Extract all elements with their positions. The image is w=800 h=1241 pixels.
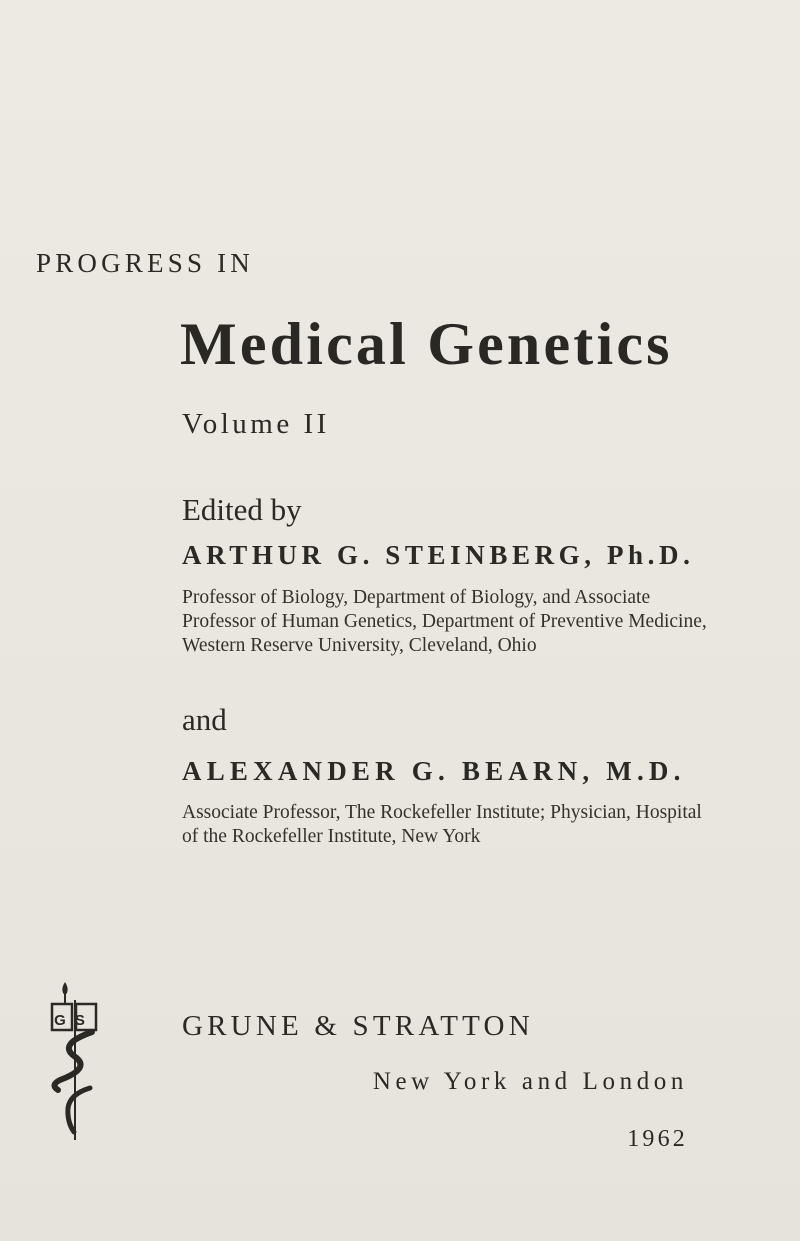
publisher-logo-icon xyxy=(50,982,100,1142)
editor-affiliation-bearn: Associate Professor, The Rockefeller Institute; Physician, Hospital of the Rockefeller Institute, New York xyxy=(182,802,702,847)
edited-by-label: Edited by xyxy=(182,492,302,527)
editor-affiliation-steinberg: Professor of Biology, Department of Biology, and Associate Professor of Human Genetics, Department of Preventive Medicine, Western Reserve University, Cleveland, Ohio xyxy=(182,587,707,656)
publisher-place: New York and London xyxy=(372,1068,688,1095)
logo-letters: GS xyxy=(54,1012,94,1029)
publisher-name: GRUNE & STRATTON xyxy=(182,1010,534,1042)
book-title: Medical Genetics xyxy=(180,311,673,377)
series-label: PROGRESS IN xyxy=(36,248,254,278)
publication-year: 1962 xyxy=(627,1126,688,1152)
and-conjunction: and xyxy=(182,702,227,737)
editor-name-bearn: ALEXANDER G. BEARN, M.D. xyxy=(182,756,686,786)
volume-label: Volume II xyxy=(182,408,330,440)
editor-name-steinberg: ARTHUR G. STEINBERG, Ph.D. xyxy=(182,540,695,570)
